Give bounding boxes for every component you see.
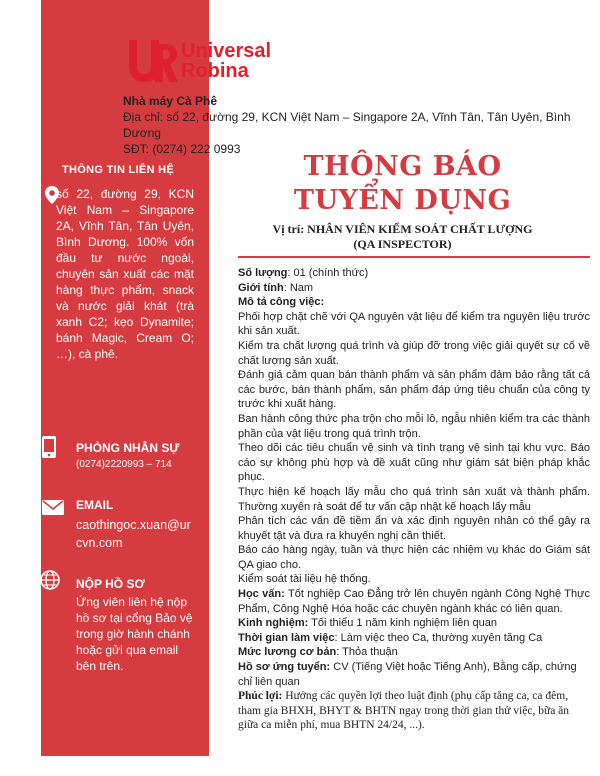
position-line-2: (QA INSPECTOR) [353, 237, 452, 251]
gender-label: Giới tính [238, 281, 284, 294]
description-label: Mô tả công việc: [238, 296, 325, 309]
salary-label: Mức lương cơ bản [238, 646, 337, 659]
notice-title [215, 150, 590, 218]
phone-icon [42, 436, 56, 458]
position-title [215, 222, 590, 252]
description-item: Đánh giá cảm quan bán thành phẩm và sản phẩm đảm bảo rằng tất cả các bước, bán thành phẩm, sản phẩm đáp ứng tiêu chuẩn của công ty trước khi xuất hàng. [238, 369, 590, 411]
factory-address: Địa chỉ: số 22, đường 29, KCN Việt Nam – Singapore 2A, Vĩnh Tân, Tân Uyên, Bình Dương [123, 110, 571, 140]
factory-name: Nhà máy Cà Phê [123, 94, 218, 108]
email-heading: EMAIL [76, 498, 114, 512]
logo-wordmark [181, 41, 271, 81]
title-divider [238, 256, 590, 258]
logo-line-1: Universal [181, 40, 272, 62]
email-icon [42, 500, 64, 515]
hr-heading: PHÒNG NHÂN SỰ [76, 441, 180, 455]
documents-row [238, 660, 590, 689]
education-label: Học vấn: [238, 588, 285, 601]
experience-label: Kinh nghiệm: [238, 617, 309, 630]
education-value: Tốt nghiệp Cao Đẳng trở lên chuyên ngành Công Nghệ Thực Phẩm, Công Nghệ Hóa hoặc các chuyên ngành khác có liên quan. [238, 588, 590, 615]
documents-label: Hồ sơ ứng tuyển: [238, 661, 331, 674]
description-item: Thực hiện kế hoạch lấy mẫu cho quá trình sản xuất và thành phẩm. Thường xuyên rà soát để tư vấn cập nhật kế hoạch lấy mẫu [238, 485, 590, 513]
position-line-1: Vị trí: NHÂN VIÊN KIỂM SOÁT CHẤT LƯỢNG [272, 222, 533, 236]
submit-text: Ứng viên liên hệ nộp hồ sơ tại cổng Bảo vệ trong giờ hành chánh hoặc gửi qua email bên trên. [76, 595, 193, 673]
description-item: Ban hành công thức pha trộn cho mỗi lô, ngẫu nhiên kiểm tra các thành phần của vật liệu trong quá trình trộn. [238, 412, 590, 440]
email-section [76, 498, 196, 552]
description-item: Kiểm tra chất lượng quá trình và giúp đỡ trong việc giải quyết sự cố về chất lượng sản xuất. [238, 339, 590, 367]
salary-row [238, 645, 590, 660]
description-item: Kiểm soát tài liệu hệ thống. [238, 573, 371, 586]
quantity-label: Số lượng [238, 267, 288, 279]
job-details [238, 266, 590, 733]
urc-logo-icon [125, 36, 179, 86]
education-row [238, 587, 590, 616]
description-item: Phối hợp chặt chẽ với QA nguyên vật liệu để kiểm tra nguyên liệu trước khi sản xuất. [238, 310, 590, 338]
gender-row [238, 281, 590, 296]
sidebar-address: số 22, đường 29, KCN Việt Nam – Singapore 2A, Vĩnh Tân, Tân Uyên, Bình Dương. 100% vốn đầu tư nước ngoài, chuyên sản xuất các mặt hàng thực phẩm, snack và nước giải khát (trà xanh C2; kẹo Dynamite; bánh Magic, Cream O; …), cà phê. [56, 187, 194, 361]
experience-row [238, 616, 590, 631]
experience-value: Tối thiểu 1 năm kinh nghiệm liên quan [308, 617, 498, 630]
quantity-row [238, 266, 590, 281]
quantity-value: : 01 (chính thức) [287, 267, 369, 279]
work-time-row [238, 631, 590, 646]
description-item: Báo cáo hàng ngày, tuần và thực hiện các nhiệm vụ khác do Giám sát QA giao cho. [238, 544, 590, 571]
sidebar-title: THÔNG TIN LIÊN HỆ [62, 164, 175, 176]
work-time-label: Thời gian làm việc [238, 631, 335, 644]
hr-section [76, 441, 179, 470]
email-address[interactable]: caothingoc.xuan@urcvn.com [76, 518, 191, 550]
globe-icon [40, 570, 60, 590]
gender-value: : Nam [283, 281, 314, 294]
notice-title-line-1: THÔNG BÁO [303, 151, 502, 182]
notice-title-line-2: TUYỂN DỤNG [293, 185, 512, 216]
factory-info [123, 93, 600, 157]
description-heading [238, 295, 590, 310]
factory-phone: SĐT: (0274) 222 0993 [123, 142, 241, 156]
company-logo [125, 36, 271, 86]
submit-section [76, 577, 198, 674]
description-item: Phân tích các vấn đề tiềm ẩn và xác định nguyên nhân có thể gây ra khuyết tật và đưa ra khuyến nghị cần thiết. [238, 515, 590, 542]
work-time-value: : Làm việc theo Ca, thường xuyên tăng Ca [334, 631, 543, 644]
benefits-row [238, 689, 590, 733]
benefits-label: Phúc lợi: [238, 690, 283, 703]
salary-value: : Thỏa thuận [336, 646, 398, 659]
logo-line-2: Robina [181, 60, 249, 82]
description-item: Theo dõi các tiêu chuẩn vệ sinh và tình trạng vệ sinh tại khu vực. Báo cáo sự không phù hợp và đề xuất cũng như giám sát biện pháp khắc phục. [238, 442, 590, 484]
benefits-value: Hưởng các quyền lợi theo luật định (phụ cấp tăng ca, ca đêm, tham gia BHXH, BHYT & BHTN ngay trong thời gian thử việc, bữa ăn giữa ca miễn phí, mua BHTN 24/24, ...). [238, 690, 570, 732]
documents-value: CV (Tiếng Việt hoặc Tiếng Anh), Bằng cấp, chứng chỉ liên quan [238, 661, 577, 688]
hr-phone: (0274)2220993 – 714 [76, 459, 172, 470]
submit-heading: NỘP HỒ SƠ [76, 577, 145, 591]
